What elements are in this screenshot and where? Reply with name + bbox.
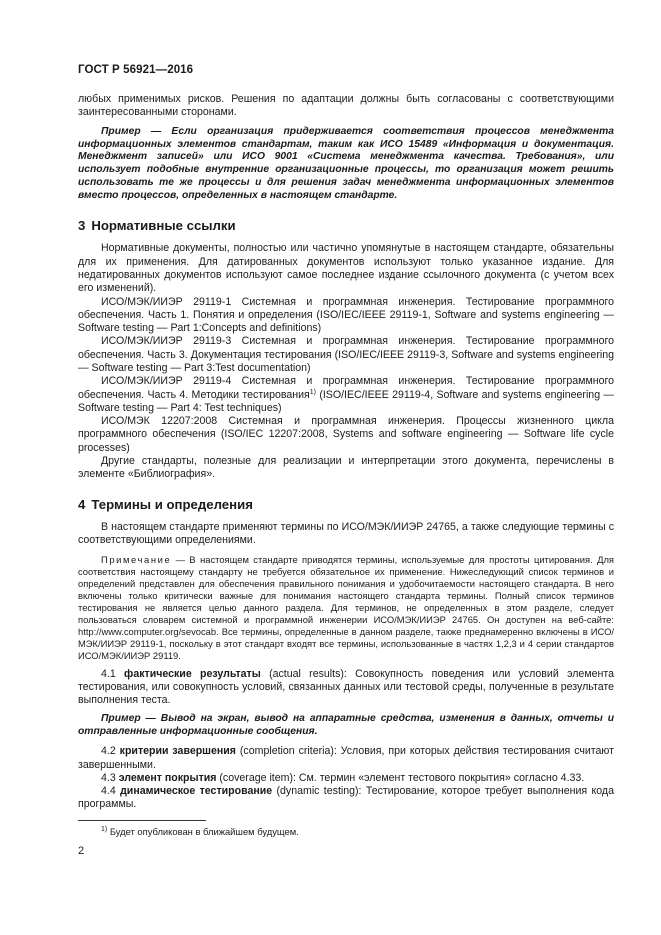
term-entry xyxy=(78,785,614,812)
term-entry xyxy=(78,772,614,785)
footnote-divider xyxy=(78,820,206,821)
section-3-title: Нормативные ссылки xyxy=(91,218,236,234)
section-3-intro: Нормативные документы, полностью или частично упомянутые в настоящем стандарте, обязательны для их применения. Для датированных документов используют только указанное издание. Для недатированных документов используют самое последнее издание ссылочного документа (с учетом всех его изменений). xyxy=(78,242,614,295)
term-number: 4.4 xyxy=(101,785,116,798)
reference-item xyxy=(78,375,614,415)
term-name: элемент покрытия xyxy=(118,771,217,784)
section-3-heading xyxy=(78,219,614,232)
note-paragraph xyxy=(78,554,614,662)
footnote-marker: 1) xyxy=(309,388,317,396)
term-definition: (dynamic testing): Тестирование, которое требует выполнения кода программы. xyxy=(78,785,614,811)
section-4-number: 4 xyxy=(78,496,86,512)
section-4-intro: В настоящем стандарте применяют термины по ИСО/МЭК/ИИЭР 24765, а также следующие термины с соответствующими определениями. xyxy=(78,520,614,547)
continuation-paragraph: любых применимых рисков. Решения по адаптации должны быть согласованы с соответствующими заинтересованными сторонами. xyxy=(78,93,614,119)
footnote-text: Будет опубликован в ближайшем будущем. xyxy=(107,826,299,837)
term-entry xyxy=(78,745,614,772)
term-name: фактические результаты xyxy=(124,667,261,680)
term-name: критерии завершения xyxy=(119,745,236,758)
note-text: — В настоящем стандарте приводятся термины, используемые для простоты цитирования. Для соответствия настоящему стандарту не требуется обязательное их применение. Нижеследующий список терминов и определений представлен для обеспечения правильного понимания и удобочитаемости настоящего стандарта. В него включены только критически важные для понимания настоящего стандарта термины. Полный список терминов тестирования не является целью данного раздела. Для терминов, не определенных в этом разделе, следует пользоваться словарем системной и программной инженерии ИСО/МЭК/ИИЭР 24765. Он доступен на веб-сайте: http://www.computer.org/sevocab. Все термины, определенные в данном разделе, также преднамеренно включены в ИСО/МЭК/ИИЭР 29119-1, поскольку в этот стандарт входят все термины, использованные в частях 1,2,3 и 4 серии стандартов ИСО/МЭК/ИИЭР 29119. xyxy=(78,553,614,661)
footnote xyxy=(101,826,299,837)
term-example: Пример — Вывод на экран, вывод на аппаратные средства, изменения в данных, отчеты и отправленные информационные сообщения. xyxy=(78,713,614,738)
term-definition: (completion criteria): Условия, при которых действия тестирования считают завершенными. xyxy=(78,745,615,771)
reference-item: ИСО/МЭК 12207:2008 Системная и программная инженерия. Процессы жизненного цикла программного обеспечения (ISO/IEC 12207:2008, Systems and software engineering — Software life cycle processes) xyxy=(78,415,614,454)
term-definition: (coverage item): См. термин «элемент тестового покрытия» согласно 4.33. xyxy=(216,771,585,784)
section-3-outro: Другие стандарты, полезные для реализации и интерпретации этого документа, перечислены в элементе «Библиография». xyxy=(78,455,614,481)
reference-item: ИСО/МЭК/ИИЭР 29119-3 Системная и программная инженерия. Тестирование программного обеспечения. Часть 3. Документация тестирования (ISO/IEC/IEEE 29119-3, Software and systems engineering — Software testing — Part 3:Test documentation) xyxy=(78,335,614,374)
term-name: динамическое тестирование xyxy=(120,785,273,798)
page-number: 2 xyxy=(78,845,85,857)
section-4-title: Термины и определения xyxy=(91,496,253,512)
example-paragraph: Пример — Если организация придерживается соответствия процессов менеджмента информационных элементов стандартам, таким как ИСО 15489 «Информация и документация. Менеджмент записей» или ИСО 9001 «Система менеджмента качества. Требования», или использует подобные внутренние организационные процессы, то организация может решить использовать те же процессы и для решения задач менеджмента информационных элементов вместо процессов, определенных в настоящем стандарте. xyxy=(78,125,614,202)
footnote-mark: 1) xyxy=(101,826,108,833)
section-3-number: 3 xyxy=(78,218,86,234)
reference-text: (ISO/IEC/IEEE 29119-4, Software and systems engineering — Software testing — Part 4: Test techniques) xyxy=(78,388,614,414)
term-number: 4.3 xyxy=(101,771,116,784)
reference-text: ИСО/МЭК/ИИЭР 29119-4 Системная и программная инженерия. Тестирование программного обеспечения. Часть 4. Методики тестирования xyxy=(78,375,614,401)
note-label: Примечание xyxy=(101,553,172,565)
document-header: ГОСТ Р 56921—2016 xyxy=(78,64,194,76)
term-number: 4.2 xyxy=(101,745,116,758)
term-number: 4.1 xyxy=(101,667,116,680)
section-4-heading xyxy=(78,498,614,511)
page-body xyxy=(78,93,614,812)
reference-item: ИСО/МЭК/ИИЭР 29119-1 Системная и программная инженерия. Тестирование программного обеспечения. Часть 1. Понятия и определения (ISO/IEC/IEEE 29119-1, Software and systems engineering — Software testing — Part 1:Concepts and definitions) xyxy=(78,295,614,335)
term-entry xyxy=(78,668,614,708)
term-definition: (actual results): Совокупность поведения или условий элемента тестирования, или совокупность условий, связанных данных или тестовой среды, полученные в результате выполнения теста. xyxy=(78,667,614,707)
